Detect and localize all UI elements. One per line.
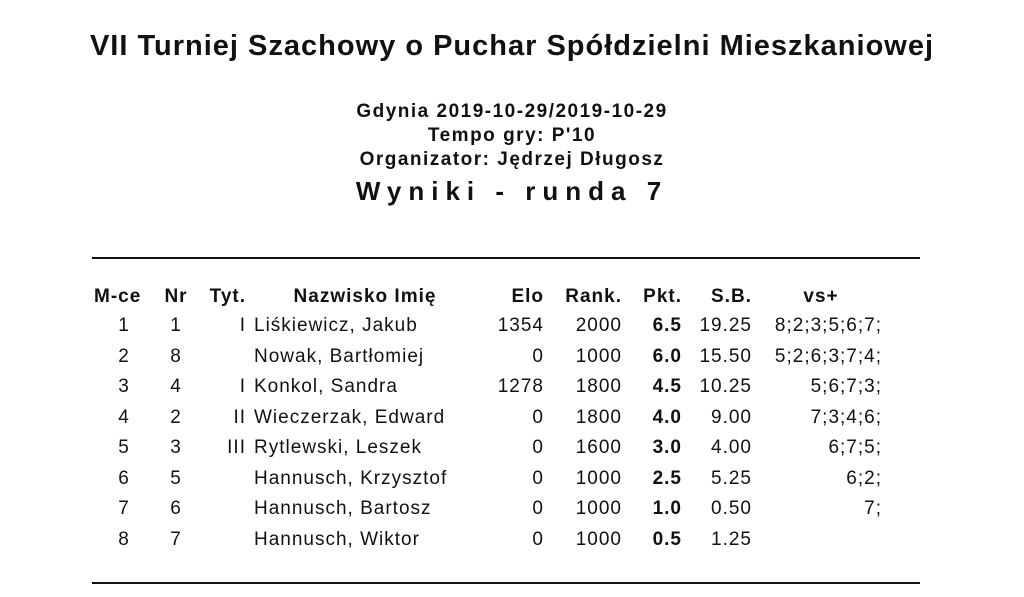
cell-sb: 9.00 <box>711 406 752 428</box>
cell-title: II <box>233 406 246 428</box>
cell-name: Hannusch, Krzysztof <box>254 467 448 489</box>
cell-title <box>194 494 250 525</box>
bottom-divider <box>92 582 920 584</box>
cell-sb: 4.00 <box>711 437 752 459</box>
cell-name: Liśkiewicz, Jakub <box>254 315 418 337</box>
cell-vs <box>756 525 886 556</box>
results-table <box>90 283 886 555</box>
cell-sb: 10.25 <box>699 376 752 398</box>
cell-number: 7 <box>170 528 182 550</box>
cell-title <box>194 525 250 556</box>
col-header-name: Nazwisko Imię <box>293 286 437 307</box>
cell-rank: 1000 <box>575 498 622 520</box>
cell-vs: 5;2;6;3;7;4; <box>774 345 882 367</box>
cell-number: 6 <box>170 498 182 520</box>
cell-number: 3 <box>170 437 182 459</box>
cell-title: I <box>239 315 246 337</box>
cell-rank: 2000 <box>575 315 622 337</box>
cell-points: 2.5 <box>652 467 682 489</box>
col-header-points: Pkt. <box>643 286 682 307</box>
cell-name: Rytlewski, Leszek <box>254 437 422 459</box>
cell-rank: 1800 <box>575 376 622 398</box>
cell-vs: 8;2;3;5;6;7; <box>774 315 882 337</box>
cell-sb: 1.25 <box>711 528 752 550</box>
cell-number: 8 <box>170 345 182 367</box>
cell-number: 4 <box>170 376 182 398</box>
cell-place: 1 <box>118 315 130 337</box>
cell-name: Nowak, Bartłomiej <box>254 345 425 367</box>
cell-elo: 0 <box>532 437 544 459</box>
cell-place: 2 <box>118 345 130 367</box>
cell-rank: 1000 <box>575 345 622 367</box>
cell-name: Hannusch, Bartosz <box>254 498 432 520</box>
col-header-number: Nr <box>164 286 188 307</box>
cell-vs: 6;2; <box>846 467 882 489</box>
cell-elo: 0 <box>532 406 544 428</box>
col-header-rank: Rank. <box>565 286 622 307</box>
table-row <box>90 433 886 464</box>
cell-rank: 1000 <box>575 467 622 489</box>
cell-title: III <box>227 437 246 459</box>
table-row <box>90 372 886 403</box>
cell-elo: 0 <box>532 498 544 520</box>
cell-place: 5 <box>118 437 130 459</box>
cell-points: 0.5 <box>652 528 682 550</box>
cell-elo: 0 <box>532 467 544 489</box>
cell-elo: 1354 <box>497 315 544 337</box>
game-tempo: Tempo gry: P'10 <box>427 125 597 146</box>
cell-place: 3 <box>118 376 130 398</box>
col-header-title: Tyt. <box>209 286 246 307</box>
cell-elo: 1278 <box>497 376 544 398</box>
table-row <box>90 403 886 434</box>
col-header-vs: vs+ <box>803 286 839 307</box>
cell-vs: 7; <box>864 498 882 520</box>
cell-title <box>194 464 250 495</box>
cell-rank: 1800 <box>575 406 622 428</box>
table-header-row <box>90 283 886 311</box>
cell-place: 4 <box>118 406 130 428</box>
cell-title: I <box>239 376 246 398</box>
organizer: Organizator: Jędrzej Długosz <box>359 149 665 170</box>
cell-number: 1 <box>170 315 182 337</box>
table-row <box>90 464 886 495</box>
tournament-title: VII Turniej Szachowy o Puchar Spółdzielni Mieszkaniowej <box>89 30 935 62</box>
cell-place: 8 <box>118 528 130 550</box>
cell-title <box>194 342 250 373</box>
cell-name: Hannusch, Wiktor <box>254 528 420 550</box>
cell-points: 1.0 <box>652 498 682 520</box>
cell-place: 6 <box>118 467 130 489</box>
round-heading: Wyniki - runda 7 <box>355 176 669 206</box>
cell-vs: 6;7;5; <box>828 437 882 459</box>
col-header-elo: Elo <box>511 286 544 307</box>
cell-points: 6.0 <box>652 345 682 367</box>
cell-elo: 0 <box>532 528 544 550</box>
cell-points: 4.5 <box>652 376 682 398</box>
cell-sb: 0.50 <box>711 498 752 520</box>
table-row <box>90 311 886 342</box>
col-header-sb: S.B. <box>711 286 752 307</box>
cell-name: Konkol, Sandra <box>254 376 398 398</box>
table-row <box>90 525 886 556</box>
table-row <box>90 342 886 373</box>
cell-name: Wieczerzak, Edward <box>254 406 446 428</box>
cell-sb: 15.50 <box>699 345 752 367</box>
top-divider <box>92 257 920 259</box>
cell-place: 7 <box>118 498 130 520</box>
cell-rank: 1000 <box>575 528 622 550</box>
cell-elo: 0 <box>532 345 544 367</box>
cell-vs: 5;6;7;3; <box>810 376 882 398</box>
cell-number: 5 <box>170 467 182 489</box>
cell-points: 4.0 <box>652 406 682 428</box>
place-date: Gdynia 2019-10-29/2019-10-29 <box>356 101 668 122</box>
col-header-place: M-ce <box>94 286 142 307</box>
cell-rank: 1600 <box>575 437 622 459</box>
cell-vs: 7;3;4;6; <box>810 406 882 428</box>
cell-points: 6.5 <box>652 315 682 337</box>
cell-sb: 5.25 <box>711 467 752 489</box>
cell-points: 3.0 <box>652 437 682 459</box>
cell-sb: 19.25 <box>699 315 752 337</box>
table-row <box>90 494 886 525</box>
cell-number: 2 <box>170 406 182 428</box>
